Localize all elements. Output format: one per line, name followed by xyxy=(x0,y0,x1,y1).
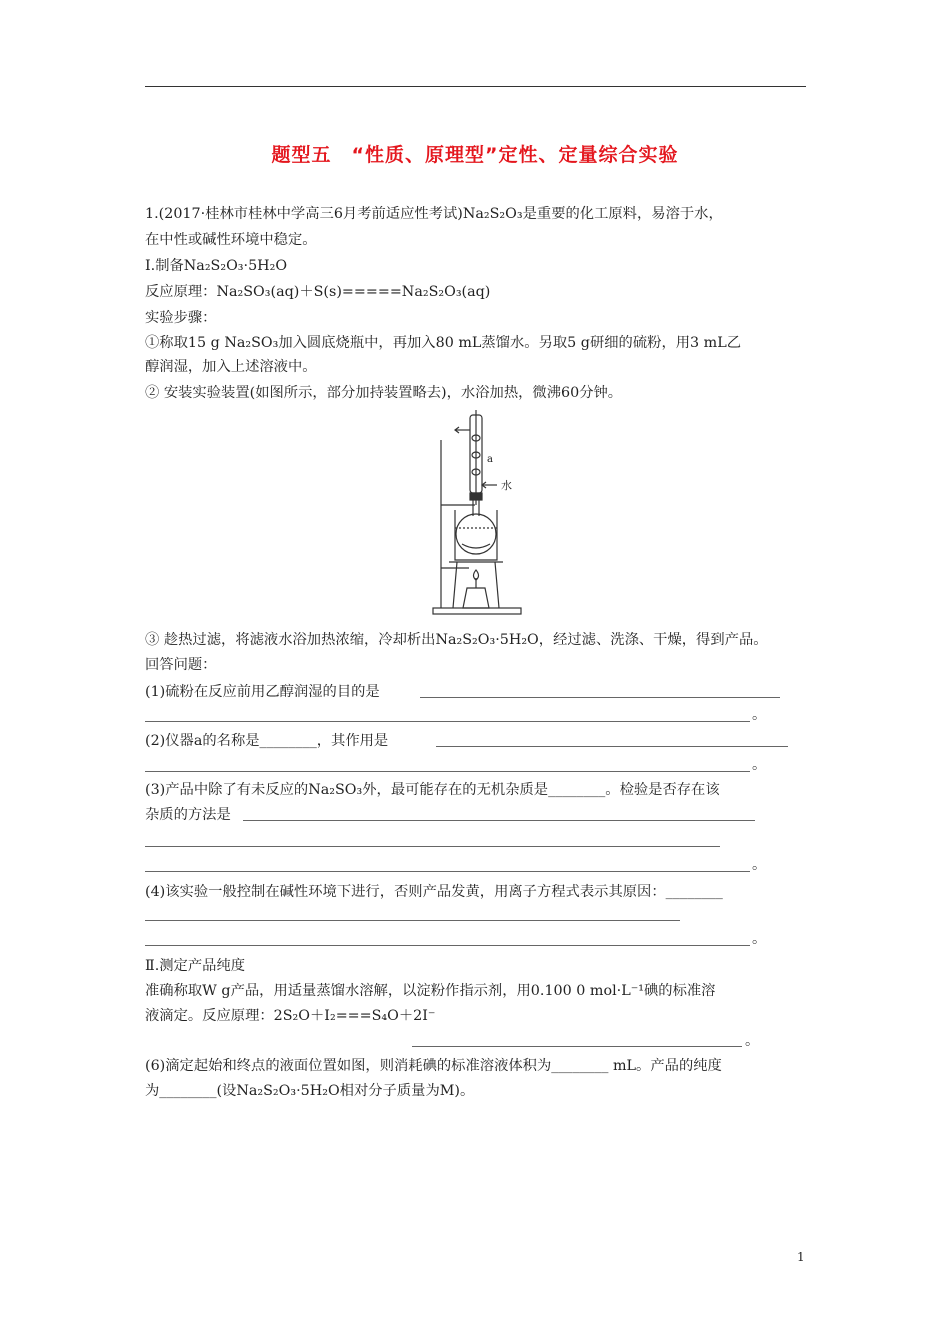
question-6-line-2: 为________(设Na₂S₂O₃·5H₂O相对分子质量为M)。 xyxy=(145,1083,475,1099)
answer-blank-1a[interactable] xyxy=(420,697,780,698)
steps-label: 实验步骤： xyxy=(145,310,217,326)
step-2: ② 安装实验装置(如图所示，部分加持装置略去)，水浴加热，微沸60分钟。 xyxy=(145,385,623,401)
answer-blank-2b[interactable] xyxy=(145,771,750,772)
apparatus-figure xyxy=(425,410,525,618)
part2-line-1: 准确称取W g产品，用适量蒸馏水溶解，以淀粉作指示剂，用0.100 0 mol·L⁻¹碘的标准溶 xyxy=(145,983,716,999)
period: 。 xyxy=(752,707,767,723)
part2-heading: Ⅱ.测定产品纯度 xyxy=(145,958,246,974)
answer-blank-3c[interactable] xyxy=(145,871,750,872)
header-rule xyxy=(145,86,806,87)
part1-heading: Ⅰ.制备Na₂S₂O₃·5H₂O xyxy=(145,258,288,274)
stand-base xyxy=(433,608,521,614)
question-3-line-2: 杂质的方法是 xyxy=(145,807,231,823)
page-title: 题型五 “性质、原理型”定性、定量综合实验 xyxy=(271,144,679,166)
question-intro-line-1: 1.(2017·桂林市桂林中学高三6月考前适应性考试)Na₂S₂O₃是重要的化工原料，易溶于水， xyxy=(145,206,723,222)
answer-blank-2a[interactable] xyxy=(436,746,788,747)
step-1-line-2: 醇润湿，加入上述溶液中。 xyxy=(145,359,317,375)
answer-blank-4a[interactable] xyxy=(145,920,680,921)
alcohol-lamp xyxy=(463,588,489,608)
answer-blank-5[interactable] xyxy=(412,1046,742,1047)
question-2: (2)仪器a的名称是________，其作用是 xyxy=(145,733,389,749)
answer-blank-4b[interactable] xyxy=(145,945,750,946)
label-a: a xyxy=(487,454,493,465)
step-3: ③ 趁热过滤，将滤液水浴加热浓缩，冷却析出Na₂S₂O₃·5H₂O，经过滤、洗涤、干燥，得到产品。 xyxy=(145,632,768,648)
answer-blank-1b[interactable] xyxy=(145,721,750,722)
answer-blank-3a[interactable] xyxy=(243,820,755,821)
period: 。 xyxy=(752,757,767,773)
page-number: 1 xyxy=(797,1250,805,1264)
answer-label: 回答问题： xyxy=(145,657,217,673)
label-water: 水 xyxy=(501,479,512,492)
period: 。 xyxy=(752,931,767,947)
part2-line-2: 液滴定。反应原理：2S₂O＋I₂===S₄O＋2I⁻ xyxy=(145,1008,436,1024)
answer-blank-3b[interactable] xyxy=(145,846,720,847)
step-1-line-1: ①称取15 g Na₂SO₃加入圆底烧瓶中，再加入80 mL蒸馏水。另取5 g研细的硫粉，用3 mL乙 xyxy=(145,335,742,351)
reaction-principle: 反应原理：Na₂SO₃(aq)＋S(s)=====Na₂S₂O₃(aq) xyxy=(145,284,491,300)
question-6-line-1: (6)滴定起始和终点的液面位置如图，则消耗碘的标准溶液体积为________ mL。产品的纯度 xyxy=(145,1058,722,1074)
question-3-line-1: (3)产品中除了有未反应的Na₂SO₃外，最可能存在的无机杂质是________。检验是否存在该 xyxy=(145,782,720,798)
question-4: (4)该实验一般控制在碱性环境下进行，否则产品发黄，用离子方程式表示其原因：________ xyxy=(145,884,723,900)
period: 。 xyxy=(745,1033,760,1049)
question-1: (1)硫粉在反应前用乙醇润湿的目的是 xyxy=(145,684,380,700)
water-bath-beaker xyxy=(455,510,497,560)
period: 。 xyxy=(752,857,767,873)
question-intro-line-2: 在中性或碱性环境中稳定。 xyxy=(145,232,317,248)
